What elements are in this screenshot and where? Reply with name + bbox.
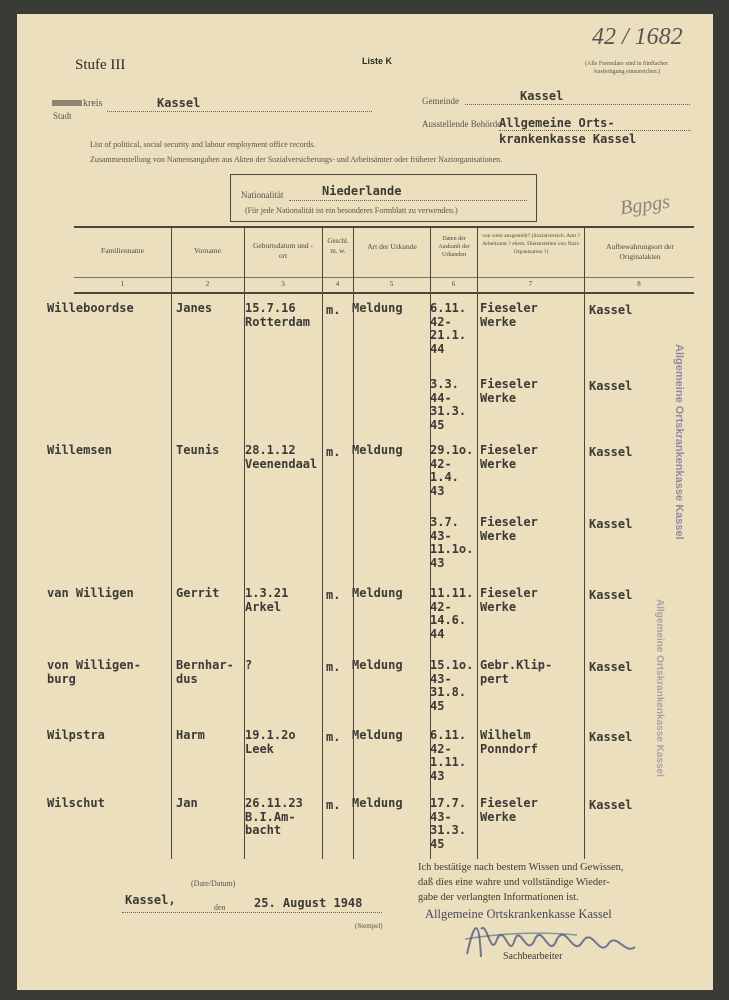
confirm-line-1: Ich bestätige nach bestem Wissen und Gewissen, (418, 862, 624, 873)
cell-sex: m. (326, 445, 341, 459)
cell-surname: Willeboordse (47, 301, 134, 315)
cell-archive: Kassel (589, 798, 633, 812)
stage-title: Stufe III (75, 57, 126, 73)
cell-firstname: Harm (176, 728, 205, 742)
form-page (17, 14, 713, 990)
archive-number: 42 / 1682 (592, 24, 683, 50)
col-header-firstname: Vorname (194, 246, 221, 255)
cell-dates: 11.11. 42- 14.6. 44 (430, 586, 474, 641)
cell-dates: 3.3. 44- 31.3. 45 (430, 377, 467, 432)
cell-doc: Meldung (352, 443, 403, 457)
cell-birth: 28.1.12 Veenendaal (245, 443, 318, 471)
cell-doc: Meldung (352, 586, 403, 600)
cell-surname: Willemsen (47, 443, 113, 457)
col-number-5: 5 (389, 280, 394, 288)
cell-firstname: Teunis (176, 443, 220, 457)
cell-archive: Kassel (589, 445, 633, 459)
col-header-sex: Geschl. m. w. (327, 237, 349, 255)
footer-date: 25. August 1948 (254, 896, 363, 910)
confirm-line-2: daß dies eine wahre und vollständige Wieder- (418, 877, 610, 888)
cell-firstname: Bernhar- dus (176, 658, 234, 686)
kreis-label: kreis (83, 98, 103, 109)
cell-archive: Kassel (589, 517, 633, 531)
cell-issuer: Fieseler Werke (480, 301, 538, 329)
cell-birth: 19.1.2o Leek (245, 728, 296, 756)
gemeinde-value: Kassel (520, 89, 564, 103)
vertical-stamp-1: Allgemeine Ortskrankenkasse Kassel (673, 344, 685, 540)
cell-surname: von Willigen- burg (47, 658, 141, 686)
cell-surname: Wilpstra (47, 728, 105, 742)
cell-doc: Meldung (352, 728, 403, 742)
cell-doc: Meldung (352, 658, 403, 672)
cell-birth: 1.3.21 Arkel (245, 586, 289, 614)
signer-organization: Allgemeine Ortskrankenkasse Kassel (425, 907, 612, 921)
corner-note-2: Ausfertigung einzureichen.) (593, 69, 661, 75)
landkreis-value: Kassel (157, 96, 201, 110)
corner-note-1: (Alle Formulare sind in fünffacher (585, 61, 668, 67)
cell-sex: m. (326, 303, 341, 317)
cell-archive: Kassel (589, 588, 633, 602)
col-header-birth: Geburtsdatum und -ort (253, 241, 313, 260)
cell-issuer: Fieseler Werke (480, 377, 538, 405)
cell-dates: 6.11. 42- 1.11. 43 (430, 728, 467, 783)
col-number-3: 3 (281, 280, 285, 288)
cell-dates: 17.7. 43- 31.3. 45 (430, 796, 467, 851)
cell-dates: 3.7. 43- 11.1o. 43 (430, 515, 474, 570)
cell-doc: Meldung (352, 796, 403, 810)
col-header-surname: Familienname (101, 246, 144, 255)
col-number-2: 2 (205, 280, 210, 288)
cell-issuer: Fieseler Werke (480, 515, 538, 543)
date-label: (Date/Datum) (191, 879, 236, 888)
cell-birth: 26.11.23 B.I.Am- bacht (245, 796, 303, 837)
col-header-doctype: Art der Urkunde (367, 242, 417, 251)
handwritten-mark: Bgpgs (618, 190, 672, 220)
footer-place: Kassel, (125, 893, 176, 907)
cell-firstname: Gerrit (176, 586, 220, 600)
cell-archive: Kassel (589, 660, 633, 674)
cell-sex: m. (326, 730, 341, 744)
description-english: List of political, social security and labour employment office records. (90, 140, 316, 149)
col-header-archive: Aufbewahrungsort der Originalakten (606, 242, 674, 261)
cell-dates: 6.11. 42- 21.1. 44 (430, 301, 467, 356)
vertical-stamp-2: Allgemeine Ortskrankenkasse Kassel (654, 599, 665, 777)
cell-archive: Kassel (589, 379, 633, 393)
cell-firstname: Jan (176, 796, 198, 810)
nationality-value: Niederlande (322, 184, 402, 198)
authority-line-2: krankenkasse Kassel (499, 132, 637, 146)
cell-sex: m. (326, 798, 341, 812)
signer-role: Sachbearbeiter (503, 951, 563, 962)
cell-dates: 29.1o. 42- 1.4. 43 (430, 443, 474, 498)
cell-archive: Kassel (589, 730, 633, 744)
confirm-line-3: gabe der verlangten Informationen ist. (418, 892, 579, 903)
cell-sex: m. (326, 660, 341, 674)
city-label: Stadt (53, 111, 72, 121)
col-number-4: 4 (335, 280, 340, 288)
cell-firstname: Janes (176, 301, 213, 315)
col-number-8: 8 (637, 280, 641, 288)
cell-issuer: Wilhelm Ponndorf (480, 728, 538, 756)
stamp-label: (Stempel) (355, 922, 383, 930)
cell-doc: Meldung (352, 301, 403, 315)
cell-sex: m. (326, 588, 341, 602)
footer-den: den (214, 903, 226, 912)
cell-dates: 15.1o. 43- 31.8. 45 (430, 658, 474, 713)
cell-issuer: Fieseler Werke (480, 796, 538, 824)
description-german: Zusammenstellung von Namensangaben aus Akten der Sozialversicherungs- und Arbeitsämter oder früherer Naziorganisationen. (90, 155, 503, 164)
nationality-note: (Für jede Nationalität ist ein besonderes Formblatt zu verwenden.) (245, 206, 458, 215)
cell-birth: 15.7.16 Rotterdam (245, 301, 311, 329)
struck-out-text (52, 100, 82, 106)
authority-label: Ausstellende Behörde (422, 119, 502, 129)
col-number-7: 7 (528, 280, 533, 288)
col-header-dates: Daten der Auskunft der Urkunden (438, 236, 470, 258)
cell-issuer: Fieseler Werke (480, 443, 538, 471)
cell-archive: Kassel (589, 303, 633, 317)
col-header-issuer: von wem ausgestellt? (Sozialversich. Amt ? Arbeitsamt ? ehem. Dienststellen von Nazi-Organisation ?) (482, 233, 580, 255)
authority-line-1: Allgemeine Orts- (499, 116, 615, 130)
col-number-6: 6 (451, 280, 456, 288)
cell-birth: ? (245, 658, 253, 672)
cell-surname: Wilschut (47, 796, 105, 810)
list-label: Liste K (362, 56, 393, 66)
cell-issuer: Gebr.Klip- pert (480, 658, 553, 686)
cell-surname: van Willigen (47, 586, 134, 600)
gemeinde-label: Gemeinde (422, 96, 459, 106)
col-number-1: 1 (120, 280, 125, 288)
nationality-label: Nationalität (241, 190, 284, 200)
cell-issuer: Fieseler Werke (480, 586, 538, 614)
